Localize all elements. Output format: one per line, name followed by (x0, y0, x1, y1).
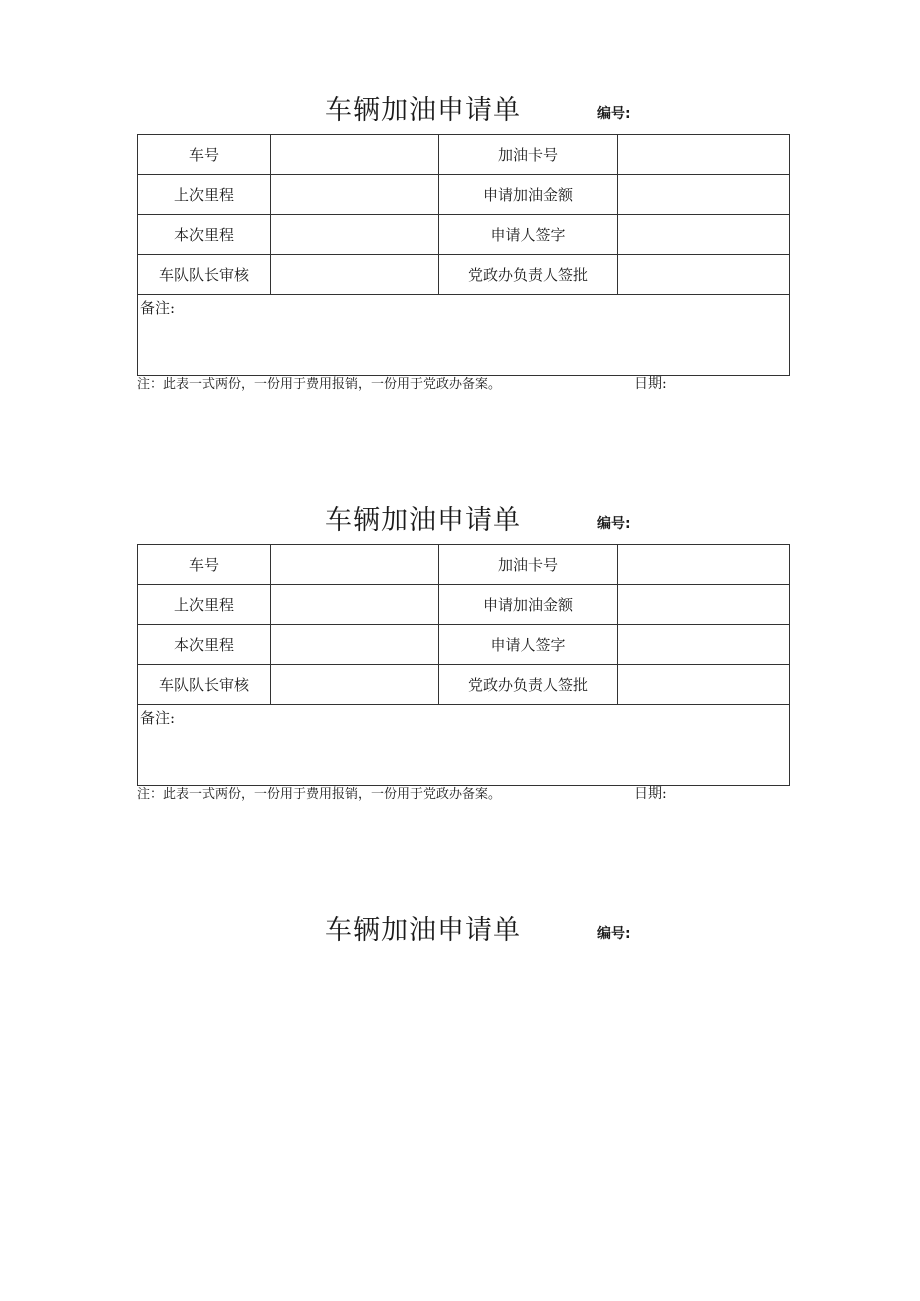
notes-label: 备注: (140, 299, 176, 317)
field-label-current-mileage: 本次里程 (138, 215, 271, 255)
field-value-fuel-card-number[interactable] (618, 135, 790, 175)
form-title: 车辆加油申请单 (325, 505, 521, 536)
field-label-office-head-approval: 党政办负责人签批 (439, 255, 618, 295)
form-table (137, 544, 790, 786)
field-label-car-number: 车号 (138, 545, 271, 585)
field-label-requested-amount: 申请加油金额 (439, 175, 618, 215)
table-row (138, 215, 790, 255)
form-title: 车辆加油申请单 (325, 915, 521, 946)
field-value-requested-amount[interactable] (618, 585, 790, 625)
field-label-fleet-leader-review: 车队队长审核 (138, 665, 271, 705)
footnote: 注：此表一式两份，一份用于费用报销，一份用于党政办备案。 (137, 787, 502, 802)
field-value-office-head-approval[interactable] (618, 665, 790, 705)
field-label-office-head-approval: 党政办负责人签批 (439, 665, 618, 705)
field-label-applicant-signature: 申请人签字 (439, 625, 618, 665)
field-value-current-mileage[interactable] (271, 215, 439, 255)
table-row (138, 255, 790, 295)
notes-field[interactable] (138, 705, 790, 786)
field-value-fuel-card-number[interactable] (618, 545, 790, 585)
notes-row (138, 295, 790, 376)
field-value-applicant-signature[interactable] (618, 215, 790, 255)
form-title: 车辆加油申请单 (325, 95, 521, 126)
field-label-fuel-card-number: 加油卡号 (439, 135, 618, 175)
serial-number-label: 编号: (597, 926, 631, 942)
field-value-office-head-approval[interactable] (618, 255, 790, 295)
field-label-applicant-signature: 申请人签字 (439, 215, 618, 255)
field-label-previous-mileage: 上次里程 (138, 585, 271, 625)
serial-number-label: 编号: (597, 516, 631, 532)
field-value-previous-mileage[interactable] (271, 585, 439, 625)
notes-row (138, 705, 790, 786)
date-label: 日期: (634, 376, 667, 392)
field-value-applicant-signature[interactable] (618, 625, 790, 665)
field-value-fleet-leader-review[interactable] (271, 255, 439, 295)
table-row (138, 135, 790, 175)
footnote: 注：此表一式两份，一份用于费用报销，一份用于党政办备案。 (137, 377, 502, 392)
date-label: 日期: (634, 786, 667, 802)
serial-number-label: 编号: (597, 106, 631, 122)
field-label-fuel-card-number: 加油卡号 (439, 545, 618, 585)
field-label-previous-mileage: 上次里程 (138, 175, 271, 215)
table-row (138, 625, 790, 665)
table-row (138, 545, 790, 585)
field-value-car-number[interactable] (271, 135, 439, 175)
table-row (138, 585, 790, 625)
field-value-fleet-leader-review[interactable] (271, 665, 439, 705)
notes-label: 备注: (140, 709, 176, 727)
notes-field[interactable] (138, 295, 790, 376)
field-label-fleet-leader-review: 车队队长审核 (138, 255, 271, 295)
form-table (137, 134, 790, 376)
field-value-requested-amount[interactable] (618, 175, 790, 215)
field-label-requested-amount: 申请加油金额 (439, 585, 618, 625)
field-value-car-number[interactable] (271, 545, 439, 585)
table-row (138, 175, 790, 215)
field-value-current-mileage[interactable] (271, 625, 439, 665)
table-row (138, 665, 790, 705)
field-value-previous-mileage[interactable] (271, 175, 439, 215)
field-label-car-number: 车号 (138, 135, 271, 175)
field-label-current-mileage: 本次里程 (138, 625, 271, 665)
